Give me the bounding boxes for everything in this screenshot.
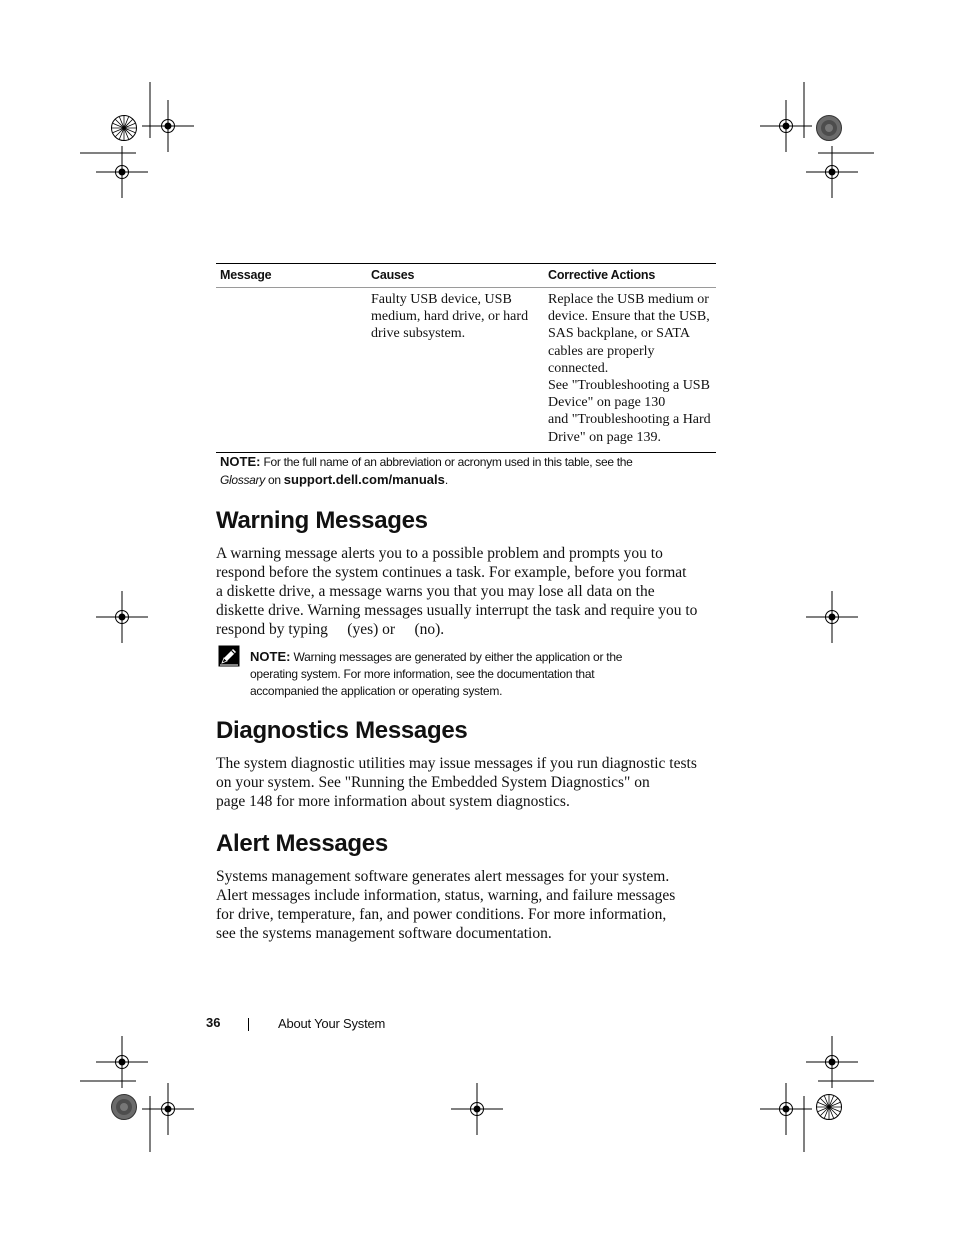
actions-cell [544, 288, 716, 453]
actions-line: See "Troubleshooting a USB [548, 378, 710, 394]
paragraph-line: on your system. See "Running the Embedded System Diagnostics" on [216, 773, 650, 791]
diagnostics-paragraph [216, 755, 716, 812]
causes-line: Faulty USB device, USB [371, 292, 512, 307]
footer-divider [248, 1018, 249, 1031]
column-header-message: Message [216, 264, 367, 288]
paragraph-line: page 148 for more information about system diagnostics. [216, 792, 570, 810]
warning-note [250, 648, 720, 700]
warning-paragraph [216, 545, 716, 640]
actions-line: cables are properly [548, 343, 655, 359]
note-line: operating system. For more information, see the documentation that [250, 667, 595, 681]
column-header-corrective-actions: Corrective Actions [544, 264, 716, 288]
causes-cell [367, 288, 544, 453]
actions-line: Device" on page 130 [548, 395, 666, 411]
paragraph-line: Systems management software generates alert messages for your system. [216, 868, 670, 885]
note-label: NOTE: [250, 649, 291, 664]
support-link[interactable]: support.dell.com/manuals [283, 472, 445, 487]
note-line: accompanied the application or operating system. [250, 684, 503, 698]
actions-line: Replace the USB medium or [548, 292, 709, 307]
table-row [216, 288, 716, 453]
note-pencil-icon [218, 645, 240, 667]
paragraph-line: A warning message alerts you to a possible problem and prompts you to [216, 545, 663, 562]
paragraph-line: respond by typing (yes) or (no). [216, 620, 445, 638]
note-text: Warning messages are generated by either the application or the [290, 650, 623, 664]
causes-line: medium, hard drive, or hard [371, 309, 529, 325]
column-header-causes: Causes [367, 264, 544, 288]
causes-line: drive subsystem. [371, 326, 466, 342]
note-text: on [264, 473, 284, 487]
message-cell [216, 288, 367, 453]
paragraph-line: see the systems management software documentation. [216, 924, 552, 942]
paragraph-line: a diskette drive, a message warns you that you may lose all data on the [216, 582, 655, 600]
paragraph-line: for drive, temperature, fan, and power conditions. For more information, [216, 905, 667, 923]
alert-messages-heading: Alert Messages [216, 830, 388, 857]
actions-line: device. Ensure that the USB, [548, 309, 710, 325]
actions-line: SAS backplane, or SATA [548, 326, 690, 342]
actions-line: connected. [548, 360, 609, 376]
running-footer-title: About Your System [278, 1016, 386, 1031]
note-text: For the full name of an abbreviation or acronym used in this table, see the [260, 455, 633, 469]
warning-messages-heading: Warning Messages [216, 507, 428, 534]
paragraph-line: The system diagnostic utilities may issue messages if you run diagnostic tests [216, 755, 697, 772]
actions-line: and "Troubleshooting a Hard [548, 412, 711, 428]
glossary-reference: Glossary [220, 473, 265, 487]
diagnostics-messages-heading: Diagnostics Messages [216, 717, 468, 744]
page-number: 36 [206, 1015, 221, 1030]
paragraph-line: respond before the system continues a task. For example, before you format [216, 563, 687, 581]
paragraph-line: Alert messages include information, status, warning, and failure messages [216, 886, 676, 904]
note-text: . [444, 473, 448, 487]
table-note [220, 453, 720, 489]
actions-line: Drive" on page 139. [548, 429, 662, 445]
note-line [250, 648, 720, 666]
messages-table [216, 263, 716, 453]
note-label: NOTE: [220, 454, 261, 469]
paragraph-line: diskette drive. Warning messages usually interrupt the task and require you to [216, 601, 698, 619]
alert-paragraph [216, 868, 716, 944]
